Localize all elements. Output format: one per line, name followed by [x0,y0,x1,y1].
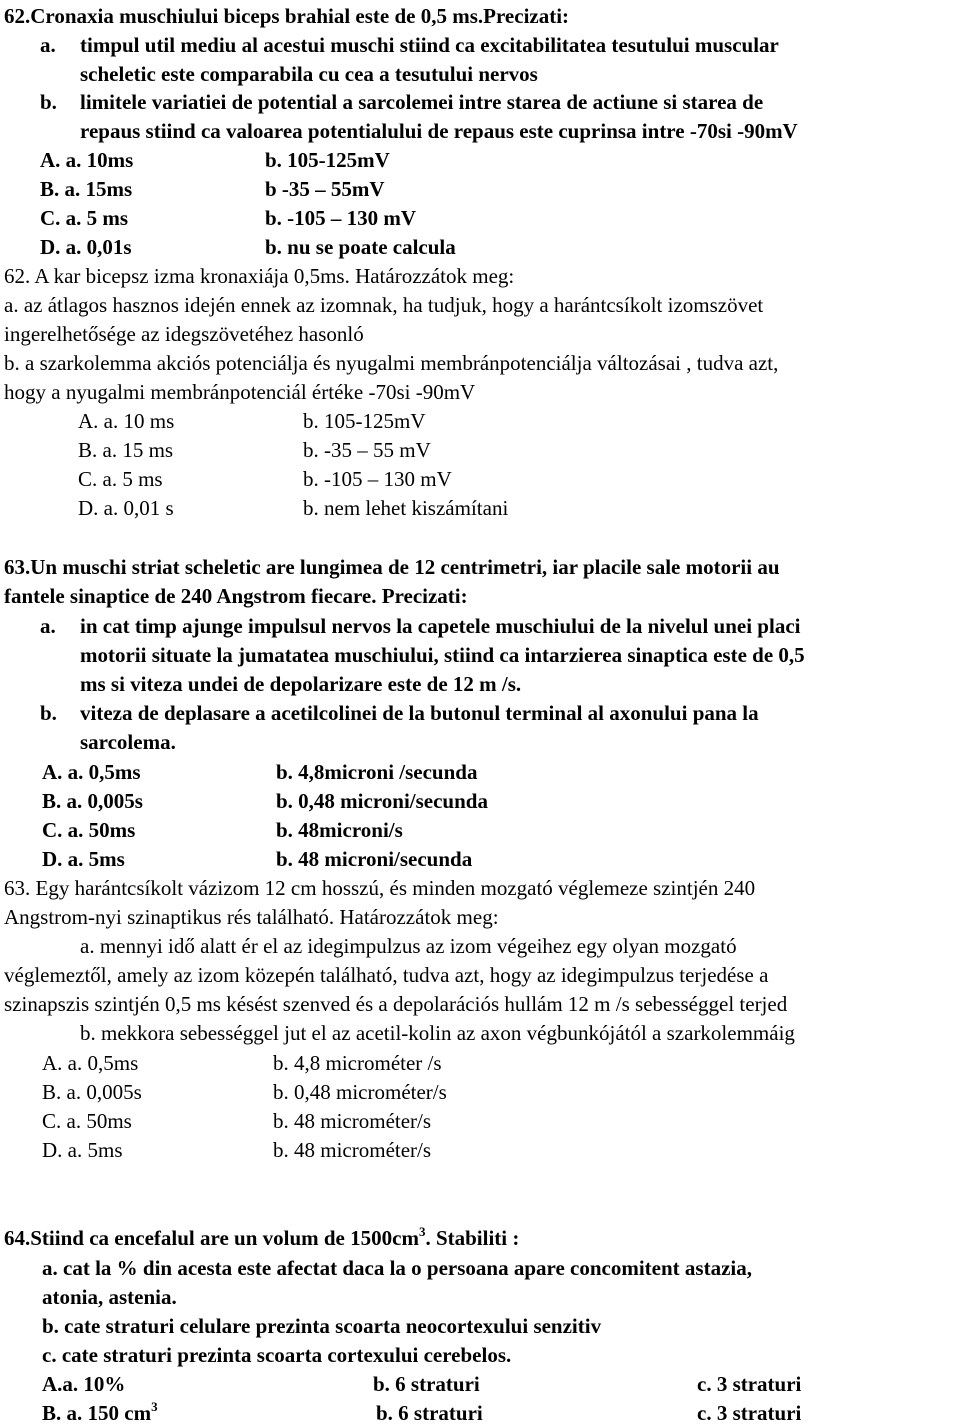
q63-hu-option-a: D. a. 5ms [42,1138,123,1162]
q64-ro-header-superscript: 3 [418,1224,426,1239]
q62-hu-b-line1: b. a szarkolemma akciós potenciálja és nyugalmi membránpotenciálja változásai , tudva azt, [4,351,779,375]
q62-ro-option-a: C. a. 5 ms [40,206,129,230]
q63-ro-b-line1: viteza de deplasare a acetilcolinei de la butonul terminal al axonului pana la [80,701,759,725]
q64-ro-header [4,1224,520,1250]
q63-ro-header-line2: fantele sinaptice de 240 Angstrom fiecare. Precizati: [4,584,468,608]
q64-ro-option-a [42,1399,158,1425]
q62-hu-option-a: D. a. 0,01 s [78,496,174,520]
q64-ro-option-a-text: B. a. 150 cm [42,1401,152,1425]
q63-ro-option-a: D. a. 5ms [42,847,125,871]
q63-ro-option-a: A. a. 0,5ms [42,760,141,784]
q62-ro-a-label: a. [40,33,56,57]
q62-hu-a-line2: ingerelhetősége az idegszövetéhez hasonló [4,322,364,346]
q63-ro-a-line1: in cat timp ajunge impulsul nervos la capetele muschiului de la nivelul unei placi [80,614,801,638]
q63-ro-a-line3: ms si viteza undei de depolarizare este de 12 m /s. [80,672,522,696]
q62-hu-b-line2: hogy a nyugalmi membránpotenciál értéke -70si -90mV [4,380,476,404]
q63-ro-option-b: b. 4,8microni /secunda [276,760,478,784]
q63-ro-option-b: b. 0,48 microni/secunda [276,789,488,813]
q63-hu-a-line1: a. mennyi idő alatt ér el az idegimpulzus az izom végeihez egy olyan mozgató [80,934,737,958]
q62-hu-header: 62. A kar bicepsz izma kronaxiája 0,5ms. Határozzátok meg: [4,264,515,288]
q63-hu-option-b: b. 4,8 microméter /s [273,1051,442,1075]
q63-hu-option-b: b. 0,48 microméter/s [273,1080,447,1104]
q63-hu-option-a: A. a. 0,5ms [42,1051,139,1075]
q64-ro-b-line: b. cate straturi celulare prezinta scoarta neocortexului senzitiv [42,1314,602,1338]
q63-hu-b-line1: b. mekkora sebességgel jut el az acetil-kolin az axon végbunkójától a szarkolemmáig [80,1021,795,1045]
q62-ro-header: 62.Cronaxia muschiului biceps brahial este de 0,5 ms.Precizati: [4,4,570,28]
q64-ro-c-line: c. cate straturi prezinta scoarta cortexului cerebelos. [42,1343,512,1367]
q62-hu-option-b: b. -105 – 130 mV [303,467,452,491]
q62-hu-option-b: b. -35 – 55 mV [303,438,431,462]
q63-ro-b-label: b. [40,701,57,725]
q64-ro-option-a-superscript: 3 [151,1399,158,1414]
q62-hu-option-b: b. nem lehet kiszámítani [303,496,509,520]
q62-ro-b-line2: repaus stiind ca valoarea potentialului de repaus este cuprinsa intre -70si -90mV [80,119,798,143]
q64-ro-option-b: b. 6 straturi [373,1372,480,1396]
q64-ro-header-tail: . Stabiliti : [425,1226,520,1250]
q64-ro-option-b: b. 6 straturi [376,1401,483,1425]
q63-ro-option-b: b. 48microni/s [276,818,403,842]
q63-ro-header-line1: 63.Un muschi striat scheletic are lungimea de 12 centrimetri, iar placile sale motorii au [4,555,780,579]
q62-ro-option-b: b. 105-125mV [265,148,390,172]
q62-hu-a-line1: a. az átlagos hasznos idején ennek az izomnak, ha tudjuk, hogy a harántcsíkolt izomszövet [4,293,764,317]
q62-ro-a-line2: scheletic este comparabila cu cea a tesutului nervos [80,62,538,86]
q62-ro-option-a: A. a. 10ms [40,148,134,172]
q62-hu-option-a: C. a. 5 ms [78,467,163,491]
q64-ro-option-c: c. 3 straturi [697,1401,802,1425]
q63-ro-option-a: B. a. 0,005s [42,789,143,813]
q63-hu-a-line2: véglemeztől, amely az izom közepén található, tudva azt, hogy az idegimpulzus terjedése a [4,963,769,987]
q63-ro-b-line2: sarcolema. [80,730,176,754]
q62-ro-option-b: b -35 – 55mV [265,177,385,201]
q62-ro-option-b: b. nu se poate calcula [265,235,456,259]
q62-ro-option-b: b. -105 – 130 mV [265,206,417,230]
q63-hu-option-a: B. a. 0,005s [42,1080,142,1104]
q63-ro-a-label: a. [40,614,56,638]
q63-ro-option-b: b. 48 microni/secunda [276,847,473,871]
q62-ro-option-a: D. a. 0,01s [40,235,132,259]
q64-ro-a-line2: atonia, astenia. [42,1285,177,1309]
q63-hu-option-b: b. 48 microméter/s [273,1138,432,1162]
q62-hu-option-b: b. 105-125mV [303,409,426,433]
q62-ro-option-a: B. a. 15ms [40,177,133,201]
q64-ro-a-line1: a. cat la % din acesta este afectat daca la o persoana apare concomitent astazia, [42,1256,752,1280]
q62-ro-b-line1: limitele variatiei de potential a sarcolemei intre starea de actiune si starea de [80,90,764,114]
q63-hu-header-line2: Angstrom-nyi szinaptikus rés található. Határozzátok meg: [4,905,499,929]
q63-hu-option-b: b. 48 microméter/s [273,1109,432,1133]
q62-hu-option-a: B. a. 15 ms [78,438,174,462]
q64-ro-option-c: c. 3 straturi [697,1372,802,1396]
q63-ro-option-a: C. a. 50ms [42,818,136,842]
q64-ro-option-a: A.a. 10% [42,1372,126,1396]
q63-hu-option-a: C. a. 50ms [42,1109,132,1133]
q64-ro-header-text: 64.Stiind ca encefalul are un volum de 1500cm [4,1226,419,1250]
q62-hu-option-a: A. a. 10 ms [78,409,175,433]
q63-hu-header-line1: 63. Egy harántcsíkolt vázizom 12 cm hosszú, és minden mozgató véglemeze szintjén 240 [4,876,756,900]
q62-ro-b-label: b. [40,90,57,114]
q63-hu-a-line3: szinapszis szintjén 0,5 ms késést szenved és a depolarációs hullám 12 m /s sebességgel terjed [4,992,788,1016]
q63-ro-a-line2: motorii situate la jumatatea muschiului, stiind ca intarzierea sinaptica este de 0,5 [80,643,805,667]
q62-ro-a-line1: timpul util mediu al acestui muschi stiind ca excitabilitatea tesutului muscular [80,33,779,57]
